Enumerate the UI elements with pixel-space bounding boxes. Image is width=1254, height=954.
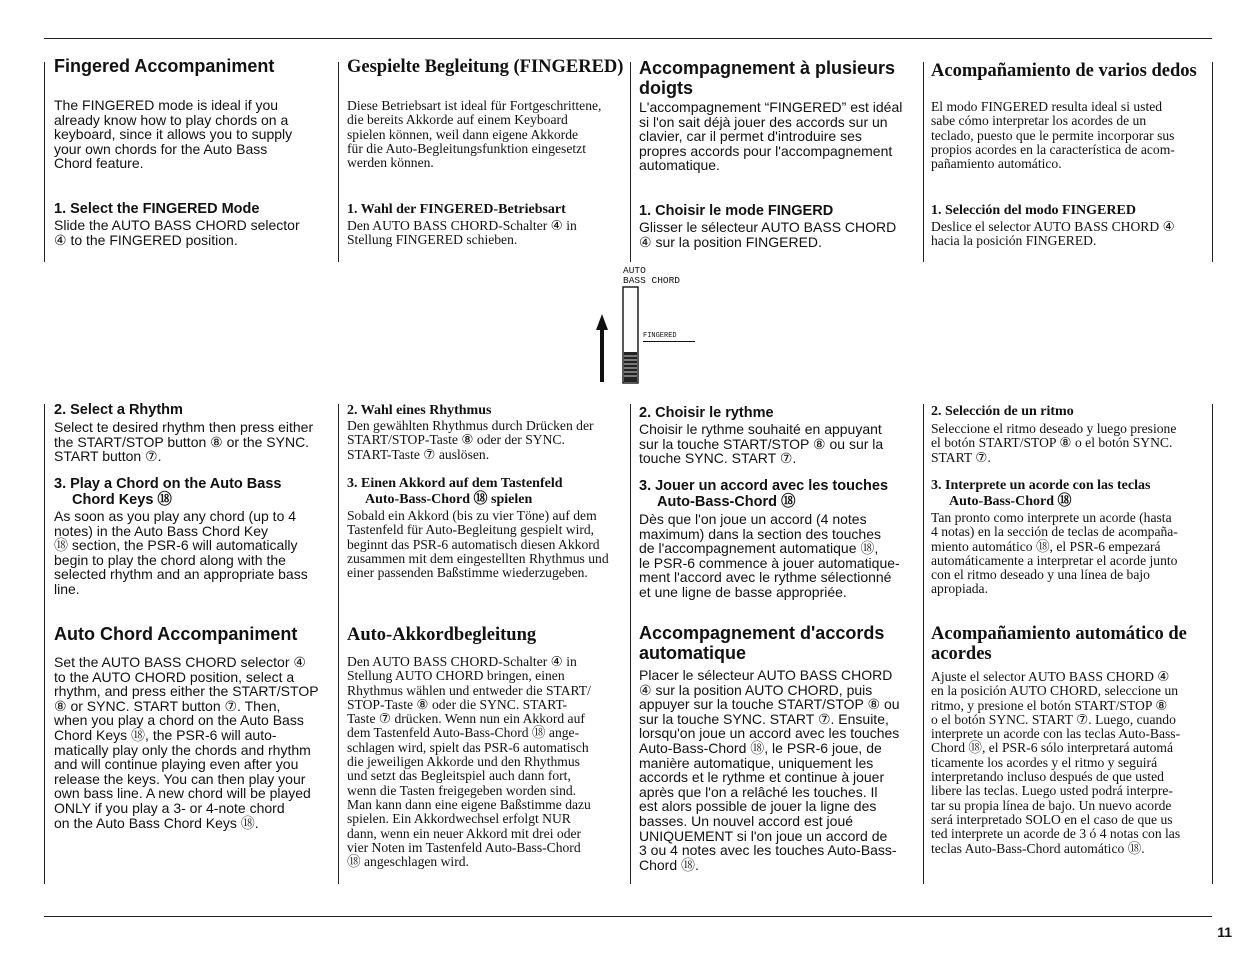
diagram-label: AUTO BASS CHORD	[623, 265, 681, 286]
step-text: Den AUTO BASS CHORD-Schalter ④ in Stellung FINGERED schieben.	[347, 218, 577, 248]
step-title: 2. Select a Rhythm	[54, 402, 183, 418]
section-text: Ajuste el selector AUTO BASS CHORD ④ en la posición AUTO CHORD, seleccione un ritmo, y presione el botón START/STOP ⑧ o el botón SYNC. START ⑦. Luego, cuando interprete un acorde con las teclas Auto-Bass- Chord ⑱, el PSR-6 sólo interpretará automá ticamente los acordes y el ritmo y seguirá interpretando incluso después de que usted libere las teclas. Luego usted podrá interpre- tar su propia línea de bajo. Un nuevo acorde será interpretado SOLO en el caso de que us ted interprete un acorde de 3 ó 4 notas con las teclas Auto-Bass-Chord automático ⑱.	[931, 669, 1181, 856]
column-spanish	[931, 58, 1209, 878]
column-divider	[630, 62, 631, 262]
step-text: Slide the AUTO BASS CHORD selector ④ to the FINGERED position.	[54, 217, 300, 248]
section-text: Set the AUTO BASS CHORD selector ④ to the AUTO CHORD position, select a rhythm, and press either the START/STOP ⑧ or SYNC. START button ⑦. Then, when you play a chord on the Auto Bass Chord Keys ⑱, the PSR-6 will auto- matically play only the chords and rhythm and will continue playing even after you release the keys. You can then play your own bass line. A new chord will be played ONLY if you play a 3- or 4-note chord on the Auto Bass Chord Keys ⑱.	[54, 654, 319, 831]
section-text: Placer le sélecteur AUTO BASS CHORD ④ sur la position AUTO CHORD, puis appuyer sur la touche START/STOP ⑧ ou sur la touche SYNC. START ⑦. Ensuite, lorsqu'on joue un accord avec les touches Auto-Bass-Chord ⑱, le PSR-6 joue, de manière automatique, uniquement les accords et le rythme et continue à jouer après que l'on a relâché les touches. Il est alors possible de jouer la ligne des basses. Un nouvel accord est joué UNIQUEMENT si l'on joue un accord de 3 ou 4 notes avec les touches Auto-Bass- Chord ⑱.	[639, 667, 900, 873]
section-title: Acompañamiento automático de acordes	[931, 624, 1187, 664]
column-divider	[338, 62, 339, 262]
column-divider	[1212, 404, 1213, 884]
step-title: 3. Jouer un accord avec les touches Auto-Bass-Chord ⑱	[639, 478, 889, 510]
intro-text: L'accompagnement “FINGERED” est idéal si l'on sait déjà jouer des accords sur un clavier, car il permet d'introduire ses propres accords pour l'accompagnement automatique.	[639, 99, 903, 174]
step-title: 2. Selección de un ritmo	[931, 404, 1074, 419]
step-text: Deslice el selector AUTO BASS CHORD ④ hacia la posición FINGERED.	[931, 219, 1175, 249]
step-text: Glisser le sélecteur AUTO BASS CHORD ④ sur la position FINGERED.	[639, 219, 897, 250]
intro-text: The FINGERED mode is ideal if you already know how to play chords on a keyboard, since it allows you to supply your own chords for the Auto Bass Chord feature.	[54, 97, 293, 172]
top-rule	[44, 38, 1212, 39]
column-french	[639, 58, 919, 878]
step-text: Seleccione el ritmo deseado y luego presione el botón START/STOP ⑧ o el botón SYNC. START ⑦.	[931, 421, 1177, 465]
section-title: Gespielte Begleitung (FINGERED)	[347, 57, 624, 77]
step-title: 3. Play a Chord on the Auto Bass Chord Keys ⑱	[54, 476, 282, 508]
selector-switch-icon	[622, 286, 642, 386]
position-leader-line	[643, 341, 695, 342]
step-text: Den gewählten Rhythmus durch Drücken der START/STOP-Taste ⑧ oder der SYNC. START-Taste ⑦ auslösen.	[347, 418, 594, 462]
bottom-rule	[44, 916, 1212, 917]
step-title: 1. Select the FINGERED Mode	[54, 201, 260, 217]
column-divider	[1212, 62, 1213, 262]
step-title: 1. Choisir le mode FINGERD	[639, 203, 834, 219]
step-text: Dès que l'on joue un accord (4 notes maximum) dans la section des touches de l'accompagnement automatique ⑱, le PSR-6 commence à jouer automatique- ment l'accord avec le rythme sélectionné et une ligne de basse appropriée.	[639, 511, 900, 600]
intro-text: El modo FINGERED resulta ideal si usted sabe cómo interpretar los acordes de un teclado, puesto que le permite incorporar sus propios acordes en la característica de acom- pañamiento automático.	[931, 99, 1175, 172]
step-title: 3. Einen Akkord auf dem Tastenfeld Auto-Bass-Chord ⑱ spielen	[347, 476, 563, 507]
step-title: 1. Wahl der FINGERED-Betriebsart	[347, 202, 566, 217]
section-title: Accompagnement d'accords automatique	[639, 623, 885, 663]
section-title: Fingered Accompaniment	[54, 56, 275, 76]
column-german	[347, 57, 626, 877]
intro-text: Diese Betriebsart ist ideal für Fortgeschrittene, die bereits Akkorde auf einem Keyboard spielen können, weil dann eigene Akkorde für die Auto-Begleitungsfunktion eingesetzt werden können.	[347, 98, 602, 171]
step-title: 1. Selección del modo FINGERED	[931, 203, 1136, 218]
step-title: 2. Wahl eines Rhythmus	[347, 403, 492, 418]
fingered-position-label: FINGERED	[643, 332, 677, 340]
column-english	[54, 56, 334, 876]
section-title: Auto-Akkordbegleitung	[347, 625, 537, 645]
column-divider	[923, 404, 924, 884]
section-text: Den AUTO BASS CHORD-Schalter ④ in Stellung AUTO CHORD bringen, einen Rhythmus wählen und entweder die START/ STOP-Taste ⑧ oder die SYNC. START- Taste ⑦ drücken. Wenn nun ein Akkord auf dem Tastenfeld Auto-Bass-Chord ⑱ ange- schlagen wird, spielt das PSR-6 automatisch die jeweiligen Akkorde und den Rhythmus und setzt das Begleitspiel auch dann fort, wenn die Tasten freigegeben worden sind. Man kann dann eine eigene Baßstimme dazu spielen. Ein Akkordwechsel erfolgt NUR dann, wenn ein neuer Akkord mit drei oder vier Noten im Tastenfeld Auto-Bass-Chord ⑱ angeschlagen wird.	[347, 654, 591, 870]
step-text: Select te desired rhythm then press either the START/STOP button ⑧ or the SYNC. START button ⑦.	[54, 419, 314, 465]
step-title: 3. Interprete un acorde con las teclas Auto-Bass-Chord ⑱	[931, 478, 1151, 509]
arrow-up-icon	[592, 314, 612, 384]
section-title: Acompañamiento de varios dedos	[931, 61, 1197, 81]
step-text: Choisir le rythme souhaité en appuyant sur la touche START/STOP ⑧ ou sur la touche SYNC. START ⑦.	[639, 421, 884, 467]
column-divider	[44, 62, 45, 262]
selector-diagram	[590, 262, 730, 392]
column-divider	[630, 404, 631, 884]
page-number: 11	[1217, 924, 1232, 940]
step-text: Tan pronto como interprete un acorde (hasta 4 notas) en la sección de teclas de acompaña- miento automático ⑱, el PSR-6 empezará automáticamente a interpretar el acorde junto con el ritmo deseado y una línea de bajo apropiada.	[931, 510, 1178, 597]
section-title: Accompagnement à plusieurs doigts	[639, 58, 896, 98]
step-text: As soon as you play any chord (up to 4 notes) in the Auto Bass Chord Key ⑱ section, the PSR-6 will automatically begin to play the chord along with the selected rhythm and an appropriate bass line.	[54, 508, 308, 597]
step-text: Sobald ein Akkord (bis zu vier Töne) auf dem Tastenfeld für Auto-Begleitung gespielt wird, beginnt das PSR-6 automatisch diesen Akkord zusammen mit dem eingestellten Rhythmus und einer passenden Baßstimme wiederzugeben.	[347, 508, 609, 581]
column-divider	[923, 62, 924, 262]
step-title: 2. Choisir le rythme	[639, 405, 774, 421]
column-divider	[44, 404, 45, 884]
column-divider	[338, 404, 339, 884]
section-title: Auto Chord Accompaniment	[54, 624, 298, 644]
